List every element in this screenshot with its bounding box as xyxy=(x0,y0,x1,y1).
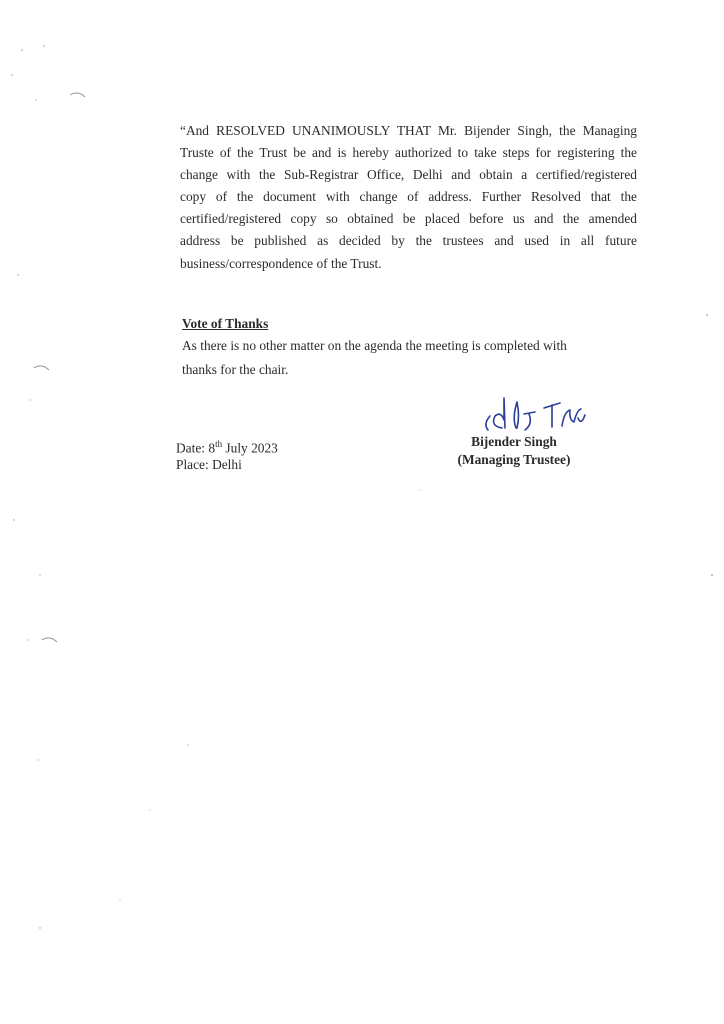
resolution-line: Truste of the Trust be and is hereby authorized to take steps for registering the xyxy=(180,145,637,161)
thanks-line: thanks for the chair. xyxy=(182,362,289,377)
vote-of-thanks-text xyxy=(182,334,612,382)
date-label: Date: xyxy=(176,440,209,456)
place-line: Place: Delhi xyxy=(176,457,242,473)
date-suffix: th xyxy=(215,439,223,449)
date-place-block xyxy=(176,436,278,473)
date-line xyxy=(176,436,278,456)
signatory-title: (Managing Trustee) xyxy=(457,452,571,467)
resolution-line: business/correspondence of the Trust. xyxy=(180,255,382,271)
thanks-line: As there is no other matter on the agenda the meeting is completed with xyxy=(182,338,567,353)
resolution-line: certified/registered copy so obtained be placed before us and the amended xyxy=(180,211,637,227)
signatory-name: Bijender Singh xyxy=(471,434,557,449)
resolution-line: address be published as decided by the trustees and used in all future xyxy=(180,233,637,249)
signatory-block xyxy=(450,433,578,469)
date-day: 8 xyxy=(208,440,216,456)
resolution-paragraph xyxy=(180,120,637,275)
handwritten-signature xyxy=(470,392,610,436)
resolution-line: “And RESOLVED UNANIMOUSLY THAT Mr. Bijender Singh, the Managing xyxy=(180,123,637,138)
date-rest: July 2023 xyxy=(222,440,278,456)
resolution-line: change with the Sub-Registrar Office, Delhi and obtain a certified/registered xyxy=(180,167,637,183)
resolution-line: copy of the document with change of address. Further Resolved that the xyxy=(180,189,637,205)
vote-of-thanks-heading: Vote of Thanks xyxy=(182,316,269,331)
